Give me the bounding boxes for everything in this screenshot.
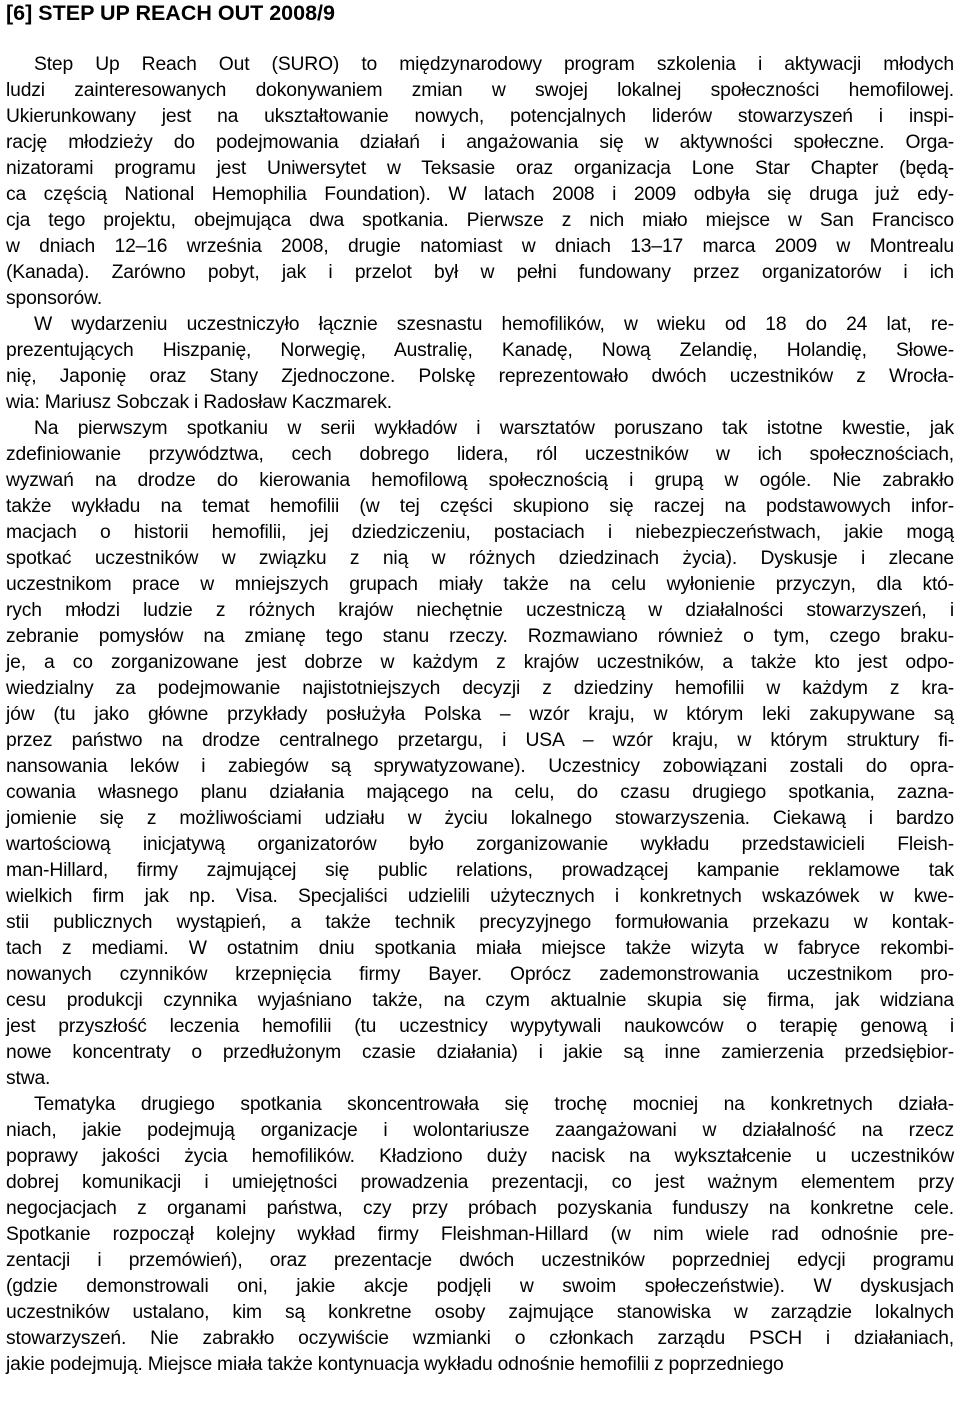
section-heading: [6] STEP UP REACH OUT 2008/9: [6, 1, 335, 25]
text-line: sponsorów.: [6, 288, 103, 309]
text-line: także wykładu na temat hemofilii (w tej części skupiono się raczej na podstawowych infor-: [6, 496, 954, 517]
text-line: macjach o historii hemofilii, jej dziedziczeniu, postaciach i niebezpieczeństwach, jakie mogą: [6, 522, 954, 543]
text-line: cowania własnego planu działania mającego na celu, do czasu drugiego spotkania, zazna-: [6, 782, 954, 803]
text-line: nizatorami programu jest Uniwersytet w Teksasie oraz organizacja Lone Star Chapter (będą-: [6, 158, 954, 179]
body-paragraph: [6, 1092, 954, 1378]
text-line: w dniach 12–16 września 2008, drugie natomiast w dniach 13–17 marca 2009 w Montrealu: [6, 236, 954, 257]
text-line: negocjacjach z organami państwa, czy przy próbach pozyskania funduszy na konkretne cele.: [6, 1198, 954, 1219]
text-line: wielkich firm jak np. Visa. Specjaliści udzielili użytecznych i konkretnych wskazówek w kwe-: [6, 886, 954, 907]
text-line: jomienie się z możliwościami udziału w życiu lokalnego stowarzyszenia. Ciekawą i bardzo: [6, 808, 954, 829]
text-line: Spotkanie rozpoczął kolejny wykład firmy Fleishman-Hillard (w nim wiele rad odnośnie pre-: [6, 1224, 954, 1245]
text-line: rych młodzi ludzie z różnych krajów niechętnie uczestniczą w działalności stowarzyszeń, i: [6, 600, 954, 621]
text-line: Tematyka drugiego spotkania skoncentrowała się trochę mocniej na konkretnych działa-: [34, 1094, 954, 1115]
text-line: je, a co zorganizowane jest dobrze w każdym z krajów uczestników, a także kto jest odpo-: [6, 652, 954, 673]
text-line: wyzwań na drodze do kierowania hemofilową społecznością i grupą w ogóle. Nie zabrakło: [6, 470, 954, 491]
text-line: stwa.: [6, 1068, 51, 1089]
text-line: (gdzie demonstrowali oni, jakie akcje podjęli w swoim społeczeństwie). W dyskusjach: [6, 1276, 954, 1297]
text-line: Ukierunkowany jest na ukształtowanie nowych, potencjalnych liderów stowarzyszeń i inspi-: [6, 106, 954, 127]
body-paragraph: [6, 52, 954, 312]
body-paragraph: [6, 416, 954, 1092]
text-line: rację młodzieży do podejmowania działań i angażowania się w aktywności społeczne. Orga-: [6, 132, 954, 153]
text-line: jakie podejmują. Miejsce miała także kontynuacja wykładu odnośnie hemofilii z poprzedniego: [6, 1354, 784, 1375]
text-line: stii publicznych wystąpień, a także technik precyzyjnego formułowania przekazu w kontak-: [6, 912, 954, 933]
text-line: uczestników ustalano, kim są konkretne osoby zajmujące stanowiska w zarządzie lokalnych: [6, 1302, 954, 1323]
text-line: tach z mediami. W ostatnim dniu spotkania miała miejsce także wizyta w fabryce rekombi-: [6, 938, 954, 959]
text-line: wiedzialny za podejmowanie najistotniejszych decyzji z dziedziny hemofilii w każdym z kra-: [6, 678, 954, 699]
text-line: wartościową inicjatywą organizatorów było zorganizowanie wykładu przedstawicieli Fleish-: [6, 834, 954, 855]
text-line: stowarzyszeń. Nie zabrakło oczywiście wzmianki o członkach zarządu PSCH i działaniach,: [6, 1328, 954, 1349]
text-line: Na pierwszym spotkaniu w serii wykładów i warsztatów poruszano tak istotne kwestie, jak: [34, 418, 954, 439]
text-line: ludzi zainteresowanych dokonywaniem zmian w swojej lokalnej społeczności hemofilowej.: [6, 80, 954, 101]
text-line: nowanych czynników krzepnięcia firmy Bayer. Oprócz zademonstrowania uczestnikom pro-: [6, 964, 954, 985]
text-line: cesu produkcji czynnika wyjaśniano także, na czym aktualnie skupia się firma, jak widziana: [6, 990, 954, 1011]
text-line: jest przyszłość leczenia hemofilii (tu uczestnicy wypytywali naukowców o terapię genową i: [6, 1016, 954, 1037]
document-page: [6, 0, 954, 1378]
text-line: prezentujących Hiszpanię, Norwegię, Australię, Kanadę, Nową Zelandię, Holandię, Słowe-: [6, 340, 954, 361]
text-line: nansowania leków i zabiegów są sprywatyzowane). Uczestnicy zobowiązani zostali do opra-: [6, 756, 954, 777]
body-paragraph: [6, 312, 954, 416]
text-line: man-Hillard, firmy zajmującej się public relations, prowadzącej kampanie reklamowe tak: [6, 860, 954, 881]
text-line: Step Up Reach Out (SURO) to międzynarodowy program szkolenia i aktywacji młodych: [34, 54, 954, 75]
text-line: (Kanada). Zarówno pobyt, jak i przelot był w pełni fundowany przez organizatorów i ich: [6, 262, 954, 283]
text-line: cja tego projektu, obejmująca dwa spotkania. Pierwsze z nich miało miejsce w San Francisco: [6, 210, 954, 231]
text-line: dobrej komunikacji i umiejętności prowadzenia prezentacji, co jest ważnym elementem przy: [6, 1172, 954, 1193]
text-line: przez państwo na drodze centralnego przetargu, i USA – wzór kraju, w którym struktury fi-: [6, 730, 954, 751]
text-line: ca częścią National Hemophilia Foundation). W latach 2008 i 2009 odbyła się druga już edy-: [6, 184, 954, 205]
text-line: zentacji i przemówień), oraz prezentacje dwóch uczestników poprzedniej edycji programu: [6, 1250, 954, 1271]
text-line: zebranie pomysłów na zmianę tego stanu rzeczy. Rozmawiano również o tym, czego braku-: [6, 626, 954, 647]
text-line: wia: Mariusz Sobczak i Radosław Kaczmarek.: [6, 392, 392, 413]
document-body: [6, 52, 954, 1378]
text-line: nowe koncentraty o przedłużonym czasie działania) i jakie są inne zamierzenia przedsiębior-: [6, 1042, 954, 1063]
text-line: niach, jakie podejmują organizacje i wolontariusze zaangażowani w działalność na rzecz: [6, 1120, 954, 1141]
text-line: uczestnikom prace w mniejszych grupach miały także na celu wyłonienie przyczyn, dla któ-: [6, 574, 954, 595]
text-line: W wydarzeniu uczestniczyło łącznie szesnastu hemofilików, w wieku od 18 do 24 lat, re-: [34, 314, 954, 335]
text-line: spotkać uczestników w związku z nią w różnych dziedzinach życia). Dyskusje i zlecane: [6, 548, 954, 569]
text-line: poprawy jakości życia hemofilików. Kładziono duży nacisk na wykształcenie u uczestników: [6, 1146, 954, 1167]
text-line: jów (tu jako główne przykłady posłużyła Polska – wzór kraju, w którym leki zakupywane są: [6, 704, 954, 725]
text-line: nię, Japonię oraz Stany Zjednoczone. Polskę reprezentowało dwóch uczestników z Wrocła-: [6, 366, 954, 387]
text-line: zdefiniowanie przywództwa, cech dobrego lidera, ról uczestników w ich społecznościach,: [6, 444, 954, 465]
